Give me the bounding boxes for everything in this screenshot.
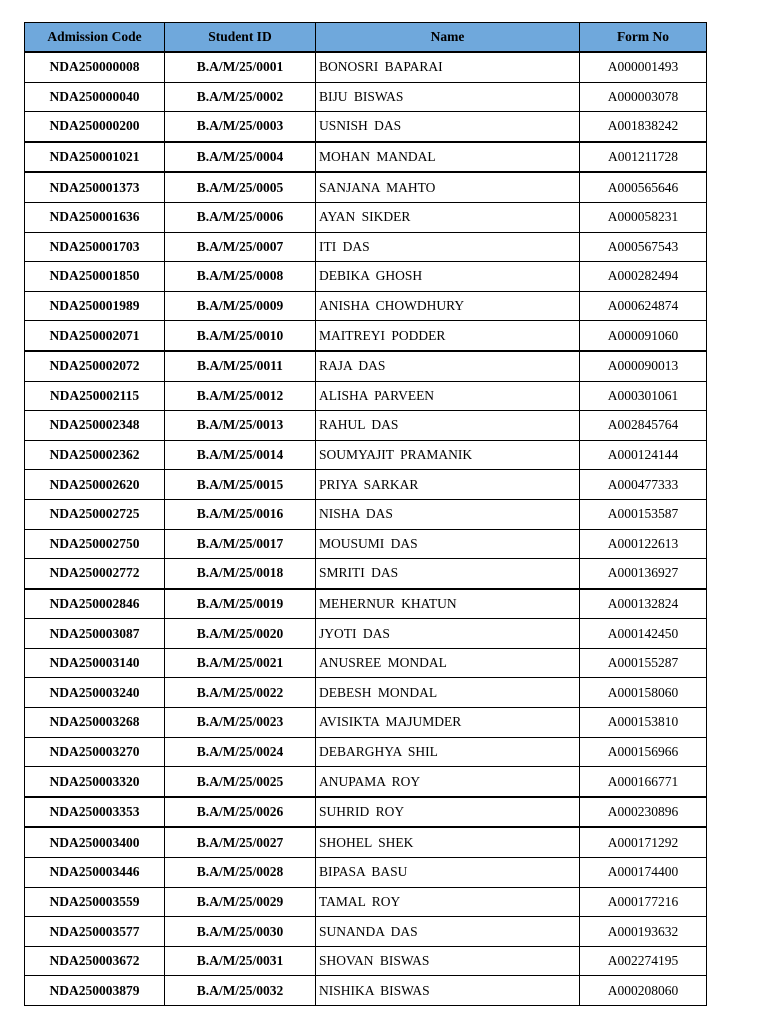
table-row	[25, 262, 707, 292]
student-id-cell: B.A/M/25/0006	[165, 202, 316, 232]
table-row	[25, 737, 707, 767]
name-cell: MOHAN MANDAL	[316, 142, 580, 173]
student-id-cell: B.A/M/25/0030	[165, 917, 316, 947]
name-cell: NISHA DAS	[316, 499, 580, 529]
student-id-cell: B.A/M/25/0022	[165, 678, 316, 708]
admission-code-cell: NDA250002772	[25, 559, 165, 589]
name-cell: USNISH DAS	[316, 112, 580, 142]
name-cell: SHOVAN BISWAS	[316, 946, 580, 976]
student-id-cell: B.A/M/25/0020	[165, 619, 316, 649]
name-cell: SMRITI DAS	[316, 559, 580, 589]
name-cell: ANUSREE MONDAL	[316, 648, 580, 678]
admission-code-cell: NDA250002115	[25, 381, 165, 411]
table-row	[25, 411, 707, 441]
table-row	[25, 499, 707, 529]
student-id-cell: B.A/M/25/0015	[165, 470, 316, 500]
form-no-cell: A000155287	[580, 648, 707, 678]
form-no-cell: A000171292	[580, 827, 707, 857]
table-row	[25, 767, 707, 797]
table-row	[25, 619, 707, 649]
admission-code-cell: NDA250002725	[25, 499, 165, 529]
admission-code-cell: NDA250002846	[25, 589, 165, 619]
name-cell: PRIYA SARKAR	[316, 470, 580, 500]
name-cell: ANISHA CHOWDHURY	[316, 291, 580, 321]
form-no-cell: A000624874	[580, 291, 707, 321]
table-row	[25, 142, 707, 173]
student-id-cell: B.A/M/25/0001	[165, 52, 316, 82]
name-cell: DEBESH MONDAL	[316, 678, 580, 708]
admission-code-cell: NDA250003400	[25, 827, 165, 857]
student-id-cell: B.A/M/25/0003	[165, 112, 316, 142]
admission-code-cell: NDA250000200	[25, 112, 165, 142]
student-id-cell: B.A/M/25/0010	[165, 321, 316, 351]
form-no-cell: A002274195	[580, 946, 707, 976]
form-no-cell: A000230896	[580, 797, 707, 828]
form-no-cell: A000567543	[580, 232, 707, 262]
student-id-cell: B.A/M/25/0021	[165, 648, 316, 678]
table-row	[25, 648, 707, 678]
form-no-cell: A000177216	[580, 887, 707, 917]
name-cell: RAHUL DAS	[316, 411, 580, 441]
form-no-cell: A000208060	[580, 976, 707, 1006]
header-form-no: Form No	[580, 23, 707, 53]
table-row	[25, 351, 707, 381]
admission-code-cell: NDA250003672	[25, 946, 165, 976]
student-id-cell: B.A/M/25/0017	[165, 529, 316, 559]
admission-code-cell: NDA250003320	[25, 767, 165, 797]
table-row	[25, 82, 707, 112]
table-row	[25, 887, 707, 917]
name-cell: ITI DAS	[316, 232, 580, 262]
form-no-cell: A000153587	[580, 499, 707, 529]
admission-code-cell: NDA250001850	[25, 262, 165, 292]
name-cell: BIPASA BASU	[316, 858, 580, 888]
name-cell: DEBIKA GHOSH	[316, 262, 580, 292]
table-row	[25, 858, 707, 888]
admission-code-cell: NDA250001989	[25, 291, 165, 321]
table-row	[25, 52, 707, 82]
table-row	[25, 529, 707, 559]
student-id-cell: B.A/M/25/0024	[165, 737, 316, 767]
table-row	[25, 976, 707, 1006]
form-no-cell: A000282494	[580, 262, 707, 292]
admission-code-cell: NDA250002071	[25, 321, 165, 351]
admission-code-cell: NDA250003240	[25, 678, 165, 708]
name-cell: JYOTI DAS	[316, 619, 580, 649]
admission-code-cell: NDA250003268	[25, 708, 165, 738]
name-cell: AYAN SIKDER	[316, 202, 580, 232]
form-no-cell: A001838242	[580, 112, 707, 142]
name-cell: DEBARGHYA SHIL	[316, 737, 580, 767]
table-row	[25, 917, 707, 947]
table-row	[25, 202, 707, 232]
student-id-cell: B.A/M/25/0011	[165, 351, 316, 381]
header-name: Name	[316, 23, 580, 53]
table-row	[25, 827, 707, 857]
form-no-cell: A000156966	[580, 737, 707, 767]
student-id-cell: B.A/M/25/0005	[165, 172, 316, 202]
admission-code-cell: NDA250002620	[25, 470, 165, 500]
name-cell: MOUSUMI DAS	[316, 529, 580, 559]
form-no-cell: A000174400	[580, 858, 707, 888]
table-row	[25, 232, 707, 262]
table-row	[25, 470, 707, 500]
form-no-cell: A000124144	[580, 440, 707, 470]
name-cell: SUNANDA DAS	[316, 917, 580, 947]
header-student-id: Student ID	[165, 23, 316, 53]
table-row	[25, 172, 707, 202]
admission-code-cell: NDA250001373	[25, 172, 165, 202]
admission-code-cell: NDA250003087	[25, 619, 165, 649]
student-id-cell: B.A/M/25/0007	[165, 232, 316, 262]
table-row	[25, 797, 707, 828]
header-row	[25, 23, 707, 53]
student-id-cell: B.A/M/25/0014	[165, 440, 316, 470]
name-cell: AVISIKTA MAJUMDER	[316, 708, 580, 738]
table-row	[25, 321, 707, 351]
name-cell: BONOSRI BAPARAI	[316, 52, 580, 82]
name-cell: ANUPAMA ROY	[316, 767, 580, 797]
header-admission-code: Admission Code	[25, 23, 165, 53]
admission-list-sheet	[24, 22, 706, 1006]
admission-code-cell: NDA250002072	[25, 351, 165, 381]
form-no-cell: A002845764	[580, 411, 707, 441]
form-no-cell: A000091060	[580, 321, 707, 351]
table-row	[25, 589, 707, 619]
student-id-cell: B.A/M/25/0013	[165, 411, 316, 441]
form-no-cell: A000132824	[580, 589, 707, 619]
name-cell: TAMAL ROY	[316, 887, 580, 917]
student-id-cell: B.A/M/25/0025	[165, 767, 316, 797]
student-id-cell: B.A/M/25/0004	[165, 142, 316, 173]
form-no-cell: A000142450	[580, 619, 707, 649]
student-id-cell: B.A/M/25/0026	[165, 797, 316, 828]
admission-code-cell: NDA250002362	[25, 440, 165, 470]
form-no-cell: A000301061	[580, 381, 707, 411]
student-id-cell: B.A/M/25/0027	[165, 827, 316, 857]
admission-code-cell: NDA250003879	[25, 976, 165, 1006]
admission-code-cell: NDA250000040	[25, 82, 165, 112]
name-cell: RAJA DAS	[316, 351, 580, 381]
form-no-cell: A000477333	[580, 470, 707, 500]
table-row	[25, 112, 707, 142]
admission-table	[24, 22, 707, 1006]
table-header	[25, 23, 707, 53]
admission-code-cell: NDA250003353	[25, 797, 165, 828]
form-no-cell: A000153810	[580, 708, 707, 738]
admission-code-cell: NDA250003140	[25, 648, 165, 678]
table-row	[25, 381, 707, 411]
student-id-cell: B.A/M/25/0016	[165, 499, 316, 529]
table-body	[25, 52, 707, 1006]
admission-code-cell: NDA250002750	[25, 529, 165, 559]
student-id-cell: B.A/M/25/0028	[165, 858, 316, 888]
form-no-cell: A000090013	[580, 351, 707, 381]
student-id-cell: B.A/M/25/0023	[165, 708, 316, 738]
form-no-cell: A000136927	[580, 559, 707, 589]
form-no-cell: A000193632	[580, 917, 707, 947]
table-row	[25, 708, 707, 738]
name-cell: ALISHA PARVEEN	[316, 381, 580, 411]
admission-code-cell: NDA250003270	[25, 737, 165, 767]
student-id-cell: B.A/M/25/0029	[165, 887, 316, 917]
admission-code-cell: NDA250001636	[25, 202, 165, 232]
form-no-cell: A000003078	[580, 82, 707, 112]
name-cell: SHOHEL SHEK	[316, 827, 580, 857]
student-id-cell: B.A/M/25/0008	[165, 262, 316, 292]
admission-code-cell: NDA250003446	[25, 858, 165, 888]
admission-code-cell: NDA250002348	[25, 411, 165, 441]
form-no-cell: A000158060	[580, 678, 707, 708]
form-no-cell: A000565646	[580, 172, 707, 202]
student-id-cell: B.A/M/25/0009	[165, 291, 316, 321]
name-cell: NISHIKA BISWAS	[316, 976, 580, 1006]
student-id-cell: B.A/M/25/0012	[165, 381, 316, 411]
name-cell: SUHRID ROY	[316, 797, 580, 828]
form-no-cell: A000122613	[580, 529, 707, 559]
table-row	[25, 440, 707, 470]
student-id-cell: B.A/M/25/0019	[165, 589, 316, 619]
name-cell: SANJANA MAHTO	[316, 172, 580, 202]
name-cell: SOUMYAJIT PRAMANIK	[316, 440, 580, 470]
form-no-cell: A000166771	[580, 767, 707, 797]
student-id-cell: B.A/M/25/0002	[165, 82, 316, 112]
admission-code-cell: NDA250000008	[25, 52, 165, 82]
name-cell: BIJU BISWAS	[316, 82, 580, 112]
admission-code-cell: NDA250003559	[25, 887, 165, 917]
form-no-cell: A001211728	[580, 142, 707, 173]
table-row	[25, 291, 707, 321]
admission-code-cell: NDA250001703	[25, 232, 165, 262]
student-id-cell: B.A/M/25/0018	[165, 559, 316, 589]
admission-code-cell: NDA250003577	[25, 917, 165, 947]
table-row	[25, 946, 707, 976]
name-cell: MAITREYI PODDER	[316, 321, 580, 351]
student-id-cell: B.A/M/25/0031	[165, 946, 316, 976]
name-cell: MEHERNUR KHATUN	[316, 589, 580, 619]
form-no-cell: A000001493	[580, 52, 707, 82]
table-row	[25, 559, 707, 589]
form-no-cell: A000058231	[580, 202, 707, 232]
admission-code-cell: NDA250001021	[25, 142, 165, 173]
student-id-cell: B.A/M/25/0032	[165, 976, 316, 1006]
table-row	[25, 678, 707, 708]
